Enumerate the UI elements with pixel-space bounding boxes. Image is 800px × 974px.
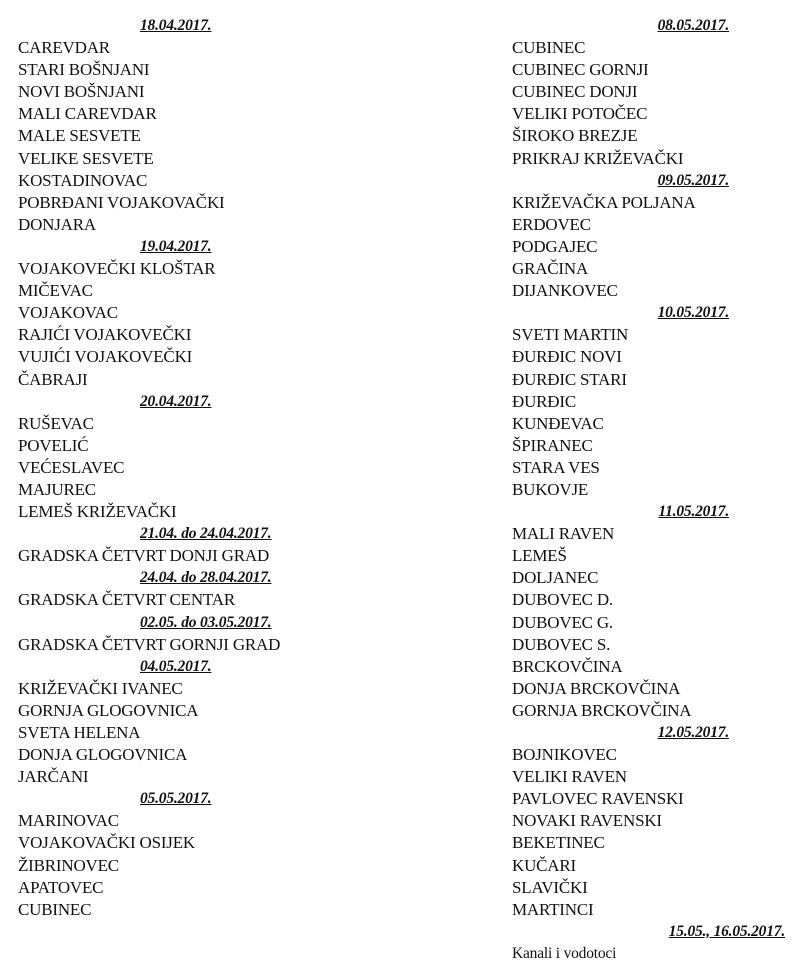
place-name: VEĆESLAVEC [18,457,125,477]
place-name: POVELIĆ [18,435,89,455]
date-heading: 24.04. do 28.04.2017. [140,569,272,587]
place-name: MARTINCI [512,899,594,919]
right-schedule-column [512,15,797,965]
place-name: RAJIĆI VOJAKOVEČKI [18,325,192,345]
place-name: DUBOVEC D. [512,590,613,610]
place-name: DOLJANEC [512,568,599,588]
place-name: PAVLOVEC RAVENSKI [512,789,684,809]
place-name: VUJIĆI VOJAKOVEČKI [18,347,193,367]
place-name: VELIKE SESVETE [18,148,154,168]
place-name: MARINOVAC [18,811,119,831]
place-name: POBRĐANI VOJAKOVAČKI [18,192,225,212]
place-name: KOSTADINOVAC [18,170,148,190]
place-name: MAJUREC [18,479,96,499]
left-schedule-column [18,15,348,921]
place-name: ČABRAJI [18,369,88,389]
place-name: DIJANKOVEC [512,281,618,301]
date-heading: 08.05.2017. [657,17,729,34]
place-name: KUNĐEVAC [512,413,604,433]
place-name: ERDOVEC [512,214,591,234]
place-name: NOVAKI RAVENSKI [512,811,662,831]
place-name: SVETA HELENA [18,723,141,742]
place-name: LEMEŠ [512,546,567,566]
place-name: ĐURĐIC STARI [512,369,627,389]
place-name: STARI BOŠNJANI [18,60,150,80]
place-name: PRIKRAJ KRIŽEVAČKI [512,148,684,168]
place-name: KRIŽEVAČKI IVANEC [18,678,183,698]
place-name: APATOVEC [18,877,104,897]
place-name: DUBOVEC S. [512,634,611,654]
place-name: GRADSKA ČETVRT DONJI GRAD [18,546,270,566]
place-name: ŠIROKO BREZJE [512,126,638,146]
note-text: Kanali i vodotoci [512,944,617,962]
place-name: SLAVIČKI [512,877,588,897]
place-name: GRAČINA [512,259,589,279]
place-name: MIČEVAC [18,281,93,301]
place-name: RUŠEVAC [18,413,94,433]
place-name: BEKETINEC [512,833,605,853]
place-name: ĐURĐIC NOVI [512,347,622,367]
place-name: CUBINEC DONJI [512,82,638,102]
place-name: CUBINEC GORNJI [512,60,649,80]
date-heading: 11.05.2017. [658,503,729,521]
date-heading: 05.05.2017. [140,790,212,808]
place-name: ŠPIRANEC [512,435,593,455]
place-name: DUBOVEC G. [512,612,613,632]
place-name: KRIŽEVAČKA POLJANA [512,192,696,212]
place-name: LEMEŠ KRIŽEVAČKI [18,502,177,522]
place-name: CUBINEC [512,38,586,58]
place-name: ĐURĐIC [512,391,576,411]
place-name: VOJAKOVAČKI OSIJEK [18,833,195,853]
place-name: GRADSKA ČETVRT GORNJI GRAD [18,634,281,654]
date-heading: 18.04.2017. [140,17,212,34]
place-name: BOJNIKOVEC [512,745,617,765]
place-name: SVETI MARTIN [512,325,629,345]
place-name: VELIKI RAVEN [512,767,627,787]
date-heading: 04.05.2017. [140,657,212,675]
place-name: BRCKOVČINA [512,656,623,676]
place-name: STARA VES [512,457,600,477]
place-name: DONJARA [18,214,96,234]
place-name: PODGAJEC [512,236,598,256]
date-heading: 19.04.2017. [140,237,212,255]
place-name: ŽIBRINOVEC [18,855,119,875]
date-heading: 10.05.2017. [657,304,729,322]
place-name: NOVI BOŠNJANI [18,82,145,102]
place-name: GORNJA GLOGOVNICA [18,700,199,720]
place-name: MALI RAVEN [512,524,615,544]
place-name: VOJAKOVAC [18,303,118,323]
date-heading: 20.04.2017. [140,392,212,410]
place-name: BUKOVJE [512,479,589,499]
date-heading: 15.05., 16.05.2017. [668,922,785,940]
place-name: GRADSKA ČETVRT CENTAR [18,590,235,610]
place-name: JARČANI [18,767,89,787]
place-name: VOJAKOVEČKI KLOŠTAR [18,259,216,279]
date-heading: 12.05.2017. [657,724,729,741]
place-name: GORNJA BRCKOVČINA [512,700,692,720]
date-heading: 21.04. do 24.04.2017. [140,525,272,543]
place-name: MALE SESVETE [18,126,141,146]
place-name: DONJA BRCKOVČINA [512,678,681,698]
date-heading: 02.05. do 03.05.2017. [140,613,272,631]
date-heading: 09.05.2017. [657,171,729,189]
place-name: DONJA GLOGOVNICA [18,745,188,765]
place-name: KUČARI [512,855,576,875]
place-name: CAREVDAR [18,38,110,58]
place-name: VELIKI POTOČEC [512,104,648,124]
place-name: MALI CAREVDAR [18,104,157,124]
place-name: CUBINEC [18,899,92,919]
